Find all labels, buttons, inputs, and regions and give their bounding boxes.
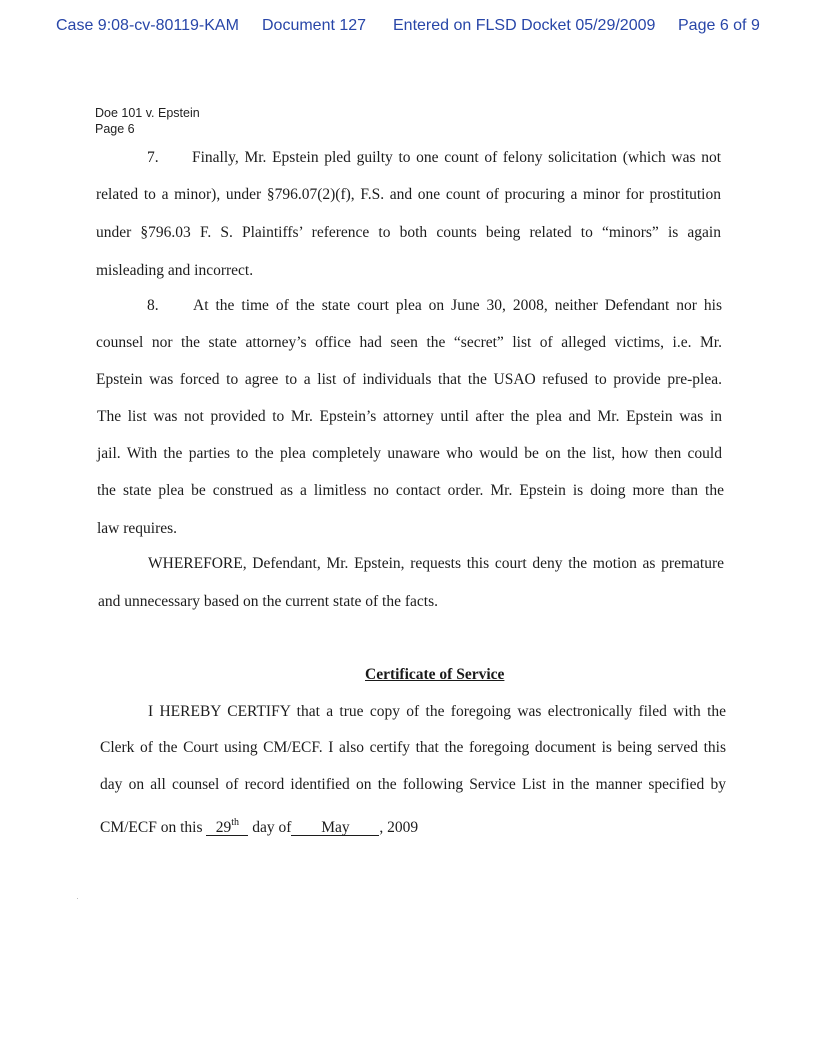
wherefore-line-2: and unnecessary based on the current state of the facts. bbox=[98, 593, 439, 610]
paragraph-8-line-2: counsel nor the state attorney’s office had seen the “secret” list of alleged victims, i.e. Mr. bbox=[96, 334, 722, 351]
scan-speck bbox=[77, 898, 78, 899]
paragraph-number-8: 8. bbox=[147, 297, 159, 314]
paragraph-8-line-4: The list was not provided to Mr. Epstein’s attorney until after the plea and Mr. Epstein was in bbox=[97, 408, 722, 425]
paragraph-7-line-1: Finally, Mr. Epstein pled guilty to one count of felony solicitation (which was not bbox=[192, 149, 721, 166]
closing-prefix: CM/ECF on this bbox=[100, 819, 203, 836]
certificate-line-1: I HEREBY CERTIFY that a true copy of the foregoing was electronically filed with the bbox=[148, 703, 726, 720]
paragraph-7-line-2: related to a minor), under §796.07(2)(f), F.S. and one count of procuring a minor for prostitution bbox=[96, 186, 721, 203]
paragraph-8-line-7: law requires. bbox=[97, 520, 178, 537]
paragraph-8-line-5: jail. With the parties to the plea completely unaware who would be on the list, how then could bbox=[97, 445, 722, 462]
day-ordinal-suffix: th bbox=[231, 817, 240, 828]
closing-middle: day of bbox=[252, 819, 292, 836]
certificate-line-2: Clerk of the Court using CM/ECF. I also certify that the foregoing document is being served this bbox=[100, 739, 726, 756]
month-value: May bbox=[321, 819, 350, 836]
day-value: 29 bbox=[215, 819, 232, 836]
case-caption: Doe 101 v. Epstein bbox=[95, 106, 200, 120]
paragraph-8-line-6: the state plea be construed as a limitless no contact order. Mr. Epstein is doing more than the bbox=[97, 482, 724, 499]
document-number: Document 127 bbox=[262, 17, 367, 34]
certificate-heading: Certificate of Service bbox=[365, 666, 505, 683]
paragraph-7-line-4: misleading and incorrect. bbox=[96, 262, 254, 279]
paragraph-8-line-1: At the time of the state court plea on June 30, 2008, neither Defendant nor his bbox=[193, 297, 722, 314]
closing-year: , 2009 bbox=[379, 819, 419, 836]
certificate-closing-line bbox=[100, 815, 418, 837]
month-blank bbox=[291, 820, 379, 836]
wherefore-line-1: WHEREFORE, Defendant, Mr. Epstein, requests this court deny the motion as premature bbox=[148, 555, 724, 572]
paragraph-number-7: 7. bbox=[147, 149, 159, 166]
paragraph-7-line-3: under §796.03 F. S. Plaintiffs’ reference to both counts being related to “minors” is again bbox=[96, 224, 721, 241]
docket-entry-date: Entered on FLSD Docket 05/29/2009 bbox=[393, 17, 656, 34]
page-indicator: Page 6 of 9 bbox=[678, 17, 760, 34]
certificate-line-3: day on all counsel of record identified on the following Service List in the manner specified by bbox=[100, 776, 726, 793]
caption-page-number: Page 6 bbox=[95, 122, 135, 136]
paragraph-8-line-3: Epstein was forced to agree to a list of individuals that the USAO refused to provide pre-plea. bbox=[96, 371, 722, 388]
day-blank bbox=[206, 815, 248, 836]
case-number: Case 9:08-cv-80119-KAM bbox=[56, 17, 239, 34]
